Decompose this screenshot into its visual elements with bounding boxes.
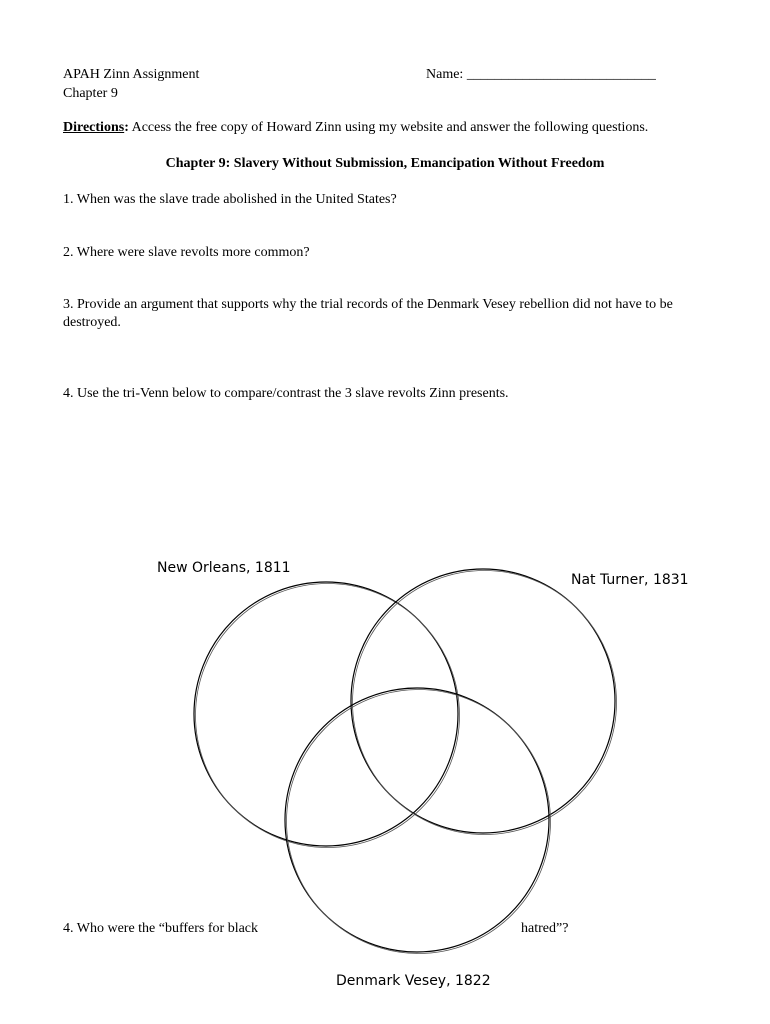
assignment-title: APAH Zinn Assignment xyxy=(63,67,200,82)
question-3: 3. Provide an argument that supports why the trial records of the Denmark Vesey rebellion did not have to be destroyed. xyxy=(63,297,673,330)
venn-label-nat-turner: Nat Turner, 1831 xyxy=(571,572,689,588)
question-2: 2. Where were slave revolts more common? xyxy=(63,245,310,260)
venn-circle-nat-turner-shadow xyxy=(353,571,617,835)
chapter-label: Chapter 9 xyxy=(63,86,118,101)
name-field-label: Name: ___________________________ xyxy=(426,67,656,82)
directions-colon: : xyxy=(124,120,129,135)
venn-circle-new-orleans-shadow xyxy=(196,584,460,848)
last-question-part2: hatred”? xyxy=(521,921,569,936)
venn-circle-denmark-vesey-shadow xyxy=(287,690,551,954)
venn-label-new-orleans: New Orleans, 1811 xyxy=(157,560,291,576)
directions-text: Access the free copy of Howard Zinn using my website and answer the following questions. xyxy=(128,120,649,135)
venn-circle-new-orleans xyxy=(194,582,458,846)
venn-circle-denmark-vesey xyxy=(285,688,549,952)
directions-label: Directions xyxy=(63,120,125,135)
question-1: 1. When was the slave trade abolished in the United States? xyxy=(63,192,397,207)
last-question-part1: 4. Who were the “buffers for black xyxy=(63,921,259,936)
question-4: 4. Use the tri-Venn below to compare/contrast the 3 slave revolts Zinn presents. xyxy=(63,386,509,401)
chapter-title: Chapter 9: Slavery Without Submission, Emancipation Without Freedom xyxy=(165,156,605,171)
venn-circle-nat-turner xyxy=(351,569,615,833)
venn-label-denmark-vesey: Denmark Vesey, 1822 xyxy=(336,973,491,989)
